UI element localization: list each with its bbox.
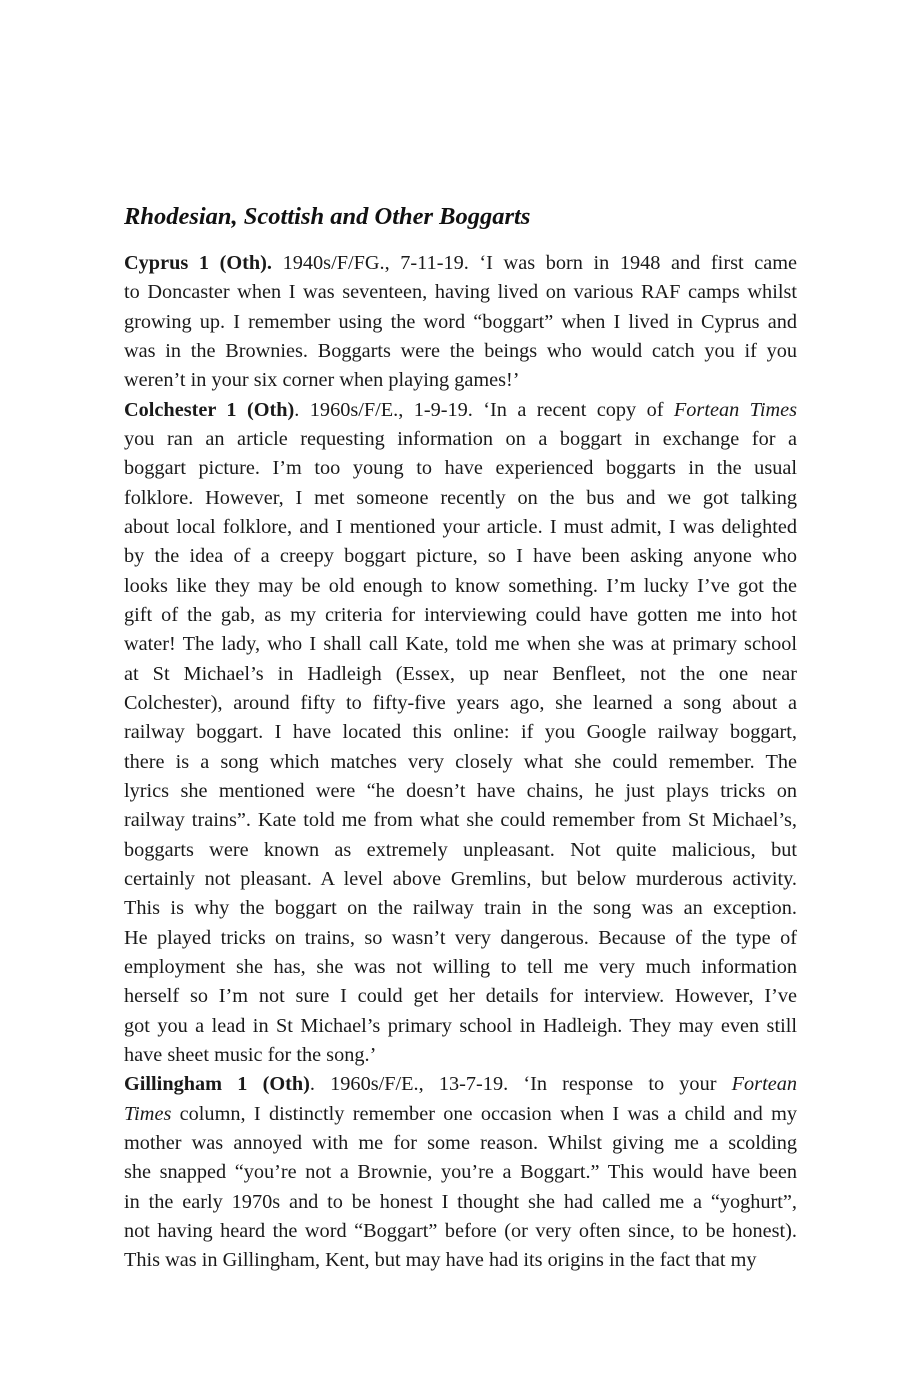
text-segment: Colchester), around fifty to fifty-five years ago, she learned a song about a (124, 691, 797, 714)
text-segment: certainly not pleasant. A level above Gremlins, but below murderous activity. (124, 867, 797, 890)
text-segment: railway boggart. I have located this online: if you Google railway boggart, (124, 721, 797, 744)
text-line (124, 982, 797, 1011)
text-segment: she snapped “you’re not a Brownie, you’re a Boggart.” This would have been (124, 1161, 797, 1184)
text-line (124, 278, 797, 307)
text-line (124, 308, 797, 337)
text-segment: water! The lady, who I shall call Kate, told me when she was at primary school (124, 633, 797, 656)
text-segment: by the idea of a creepy boggart picture, so I have been asking anyone who (124, 545, 797, 568)
text-line (124, 836, 797, 865)
text-segment: was in the Brownies. Boggarts were the beings who would catch you if you (124, 339, 797, 362)
text-line (124, 660, 797, 689)
text-line (124, 777, 797, 806)
entry-title: Colchester 1 (Oth) (124, 398, 295, 421)
text-segment: railway trains”. Kate told me from what she could remember from St Michael’s, (124, 809, 797, 832)
text-segment: lyrics she mentioned were “he doesn’t have chains, he just plays tricks on (124, 779, 797, 802)
text-line (124, 806, 797, 835)
text-segment: in the early 1970s and to be honest I thought she had called me a “yoghurt”, (124, 1190, 797, 1213)
section-heading: Rhodesian, Scottish and Other Boggarts (124, 203, 531, 230)
text-segment: . 1960s/F/E., 13-7-19. ‘In response to your (309, 1073, 732, 1096)
text-segment: boggarts were known as extremely unpleasant. Not quite malicious, but (124, 838, 797, 861)
text-segment: . 1960s/F/E., 1-9-19. ‘In a recent copy of (294, 398, 674, 421)
text-line (124, 748, 797, 777)
text-segment: have sheet music for the song.’ (124, 1043, 377, 1066)
text-segment: you ran an article requesting information on a boggart in exchange for a (124, 427, 797, 450)
text-line (124, 1158, 797, 1187)
entry (124, 1070, 797, 1275)
text-line (124, 366, 797, 395)
text-segment: at St Michael’s in Hadleigh (Essex, up near Benfleet, not the one near (124, 662, 797, 685)
text-segment: weren’t in your six corner when playing games!’ (124, 369, 520, 392)
italic-text: Fortean Times (673, 398, 797, 421)
text-segment: herself so I’m not sure I could get her details for interview. However, I’ve (124, 985, 797, 1008)
text-line (124, 1012, 797, 1041)
text-line (124, 865, 797, 894)
text-line (124, 1070, 797, 1099)
text-segment: not having heard the word “Boggart” before (or very often since, to be honest). (124, 1219, 797, 1242)
text-segment: column, I distinctly remember one occasion when I was a child and my (171, 1102, 797, 1125)
text-segment: employment she has, she was not willing to tell me very much information (124, 955, 797, 978)
text-segment: about local folklore, and I mentioned your article. I must admit, I was delighted (124, 515, 797, 538)
text-line (124, 953, 797, 982)
text-segment: folklore. However, I met someone recently on the bus and we got talking (124, 486, 797, 509)
text-line (124, 484, 797, 513)
text-segment: gift of the gab, as my criteria for interviewing could have gotten me into hot (124, 603, 797, 626)
text-line (124, 1100, 797, 1129)
italic-text: Times (124, 1102, 172, 1125)
text-segment: This was in Gillingham, Kent, but may have had its origins in the fact that my (124, 1249, 757, 1272)
entry (124, 396, 797, 1071)
entry (124, 249, 797, 396)
text-segment: He played tricks on trains, so wasn’t very dangerous. Because of the type of (124, 926, 797, 949)
entry-title: Cyprus 1 (Oth). (124, 252, 272, 274)
text-segment: boggart picture. I’m too young to have experienced boggarts in the usual (124, 457, 797, 480)
text-line (124, 718, 797, 747)
text-line (124, 337, 797, 366)
text-segment: This is why the boggart on the railway train in the song was an exception. (124, 897, 797, 920)
text-segment: mother was annoyed with me for some reason. Whilst giving me a scolding (124, 1131, 797, 1154)
entry-title: Gillingham 1 (Oth) (124, 1073, 310, 1096)
text-line (124, 396, 797, 425)
text-line (124, 924, 797, 953)
text-line (124, 1129, 797, 1158)
text-line (124, 630, 797, 659)
text-line (124, 249, 797, 278)
text-segment: there is a song which matches very closely what she could remember. The (124, 750, 797, 773)
text-line (124, 1041, 797, 1070)
page-body (124, 249, 797, 1275)
text-line (124, 513, 797, 542)
text-segment: 1940s/F/FG., 7-11-19. ‘I was born in 1948 and first came (272, 252, 797, 274)
text-line (124, 894, 797, 923)
text-line (124, 1188, 797, 1217)
text-segment: to Doncaster when I was seventeen, having lived on various RAF camps whilst (124, 281, 797, 304)
text-line (124, 1217, 797, 1246)
text-segment: got you a lead in St Michael’s primary school in Hadleigh. They may even still (124, 1014, 797, 1037)
text-segment: looks like they may be old enough to know something. I’m lucky I’ve got the (124, 574, 797, 597)
text-line (124, 572, 797, 601)
text-segment: growing up. I remember using the word “boggart” when I lived in Cyprus and (124, 310, 797, 333)
text-line (124, 425, 797, 454)
text-line (124, 601, 797, 630)
text-line (124, 1246, 797, 1275)
text-line (124, 454, 797, 483)
italic-text: Fortean (731, 1073, 797, 1096)
text-line (124, 689, 797, 718)
text-line (124, 542, 797, 571)
